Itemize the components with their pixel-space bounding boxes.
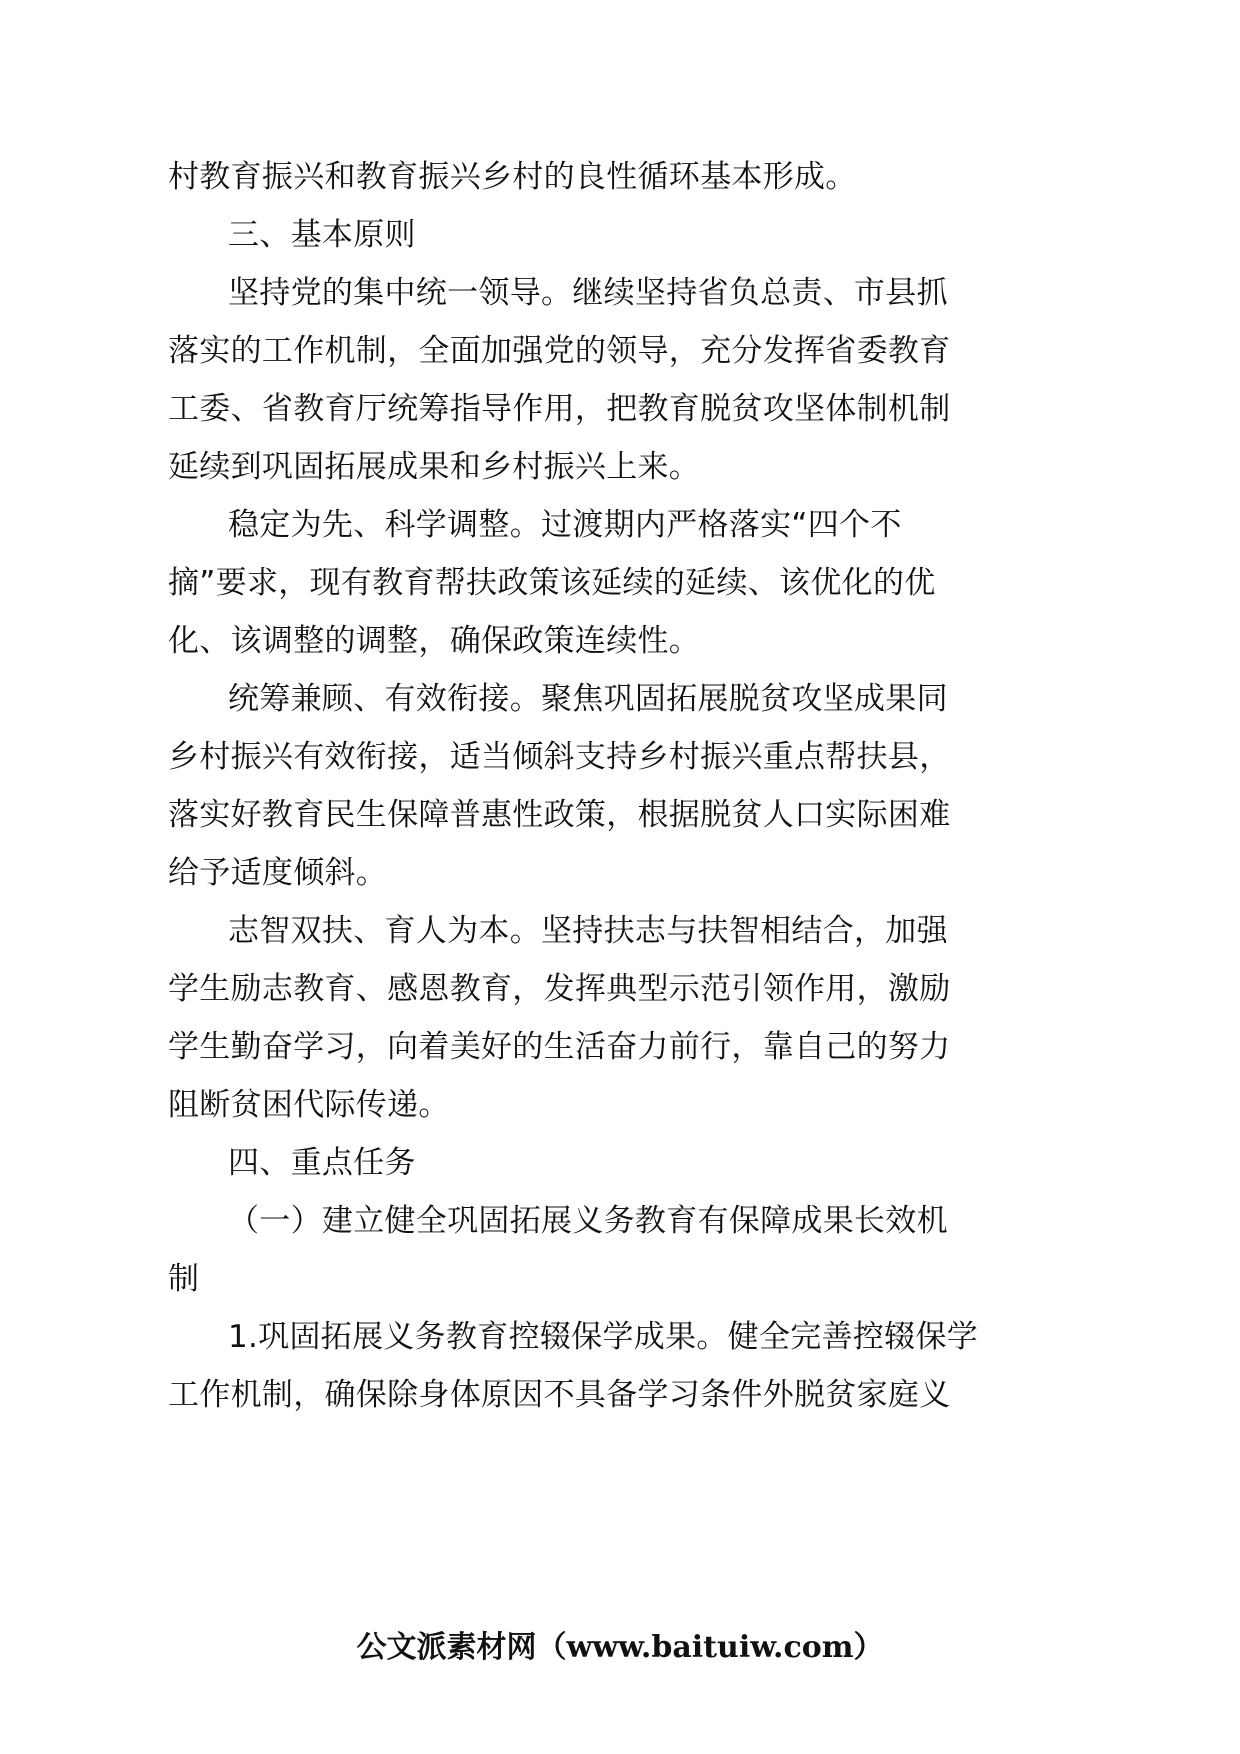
paragraph-first-line: 坚持党的集中统一领导。继续坚持省负总责、市县抓	[228, 275, 948, 311]
paragraph-first-line: 稳定为先、科学调整。过渡期内严格落实“四个不	[228, 507, 902, 543]
body-line: 工委、省教育厅统筹指导作用，把教育脱贫攻坚体制机制	[168, 391, 951, 427]
paragraph-first-line: 志智双扶、育人为本。坚持扶志与扶智相结合，加强	[228, 913, 948, 949]
body-line: 阻断贫困代际传递。	[168, 1087, 450, 1123]
body-line: 学生励志教育、感恩教育，发挥典型示范引领作用，激励	[168, 971, 951, 1007]
footer-watermark-text: 公文派素材网（www.baituiw.com）	[356, 1630, 884, 1665]
body-line: 落实的工作机制，全面加强党的领导，充分发挥省委教育	[168, 333, 951, 369]
body-line: 学生勤奋学习，向着美好的生活奋力前行，靠自己的努力	[168, 1029, 951, 1065]
body-line: 摘”要求，现有教育帮扶政策该延续的延续、该优化的优	[168, 565, 936, 601]
body-line: 工作机制，确保除身体原因不具备学习条件外脱贫家庭义	[168, 1377, 951, 1413]
body-line: 给予适度倾斜。	[168, 855, 388, 891]
section-heading: 四、重点任务	[228, 1145, 416, 1181]
paragraph-first-line: 统筹兼顾、有效衔接。聚焦巩固拓展脱贫攻坚成果同	[228, 681, 948, 717]
subsection-heading: （一）建立健全巩固拓展义务教育有保障成果长效机	[228, 1203, 948, 1239]
body-line: 化、该调整的调整，确保政策连续性。	[168, 623, 701, 659]
section-heading: 三、基本原则	[228, 217, 416, 253]
body-line: 村教育振兴和教育振兴乡村的良性循环基本形成。	[168, 159, 857, 195]
subsection-heading-continued: 制	[168, 1261, 200, 1297]
body-line: 落实好教育民生保障普惠性政策，根据脱贫人口实际困难	[168, 797, 951, 833]
body-line: 乡村振兴有效衔接，适当倾斜支持乡村振兴重点帮扶县，	[168, 739, 951, 775]
paragraph-first-line: 1.巩固拓展义务教育控辍保学成果。健全完善控辍保学	[228, 1319, 979, 1355]
body-line: 延续到巩固拓展成果和乡村振兴上来。	[168, 449, 701, 485]
